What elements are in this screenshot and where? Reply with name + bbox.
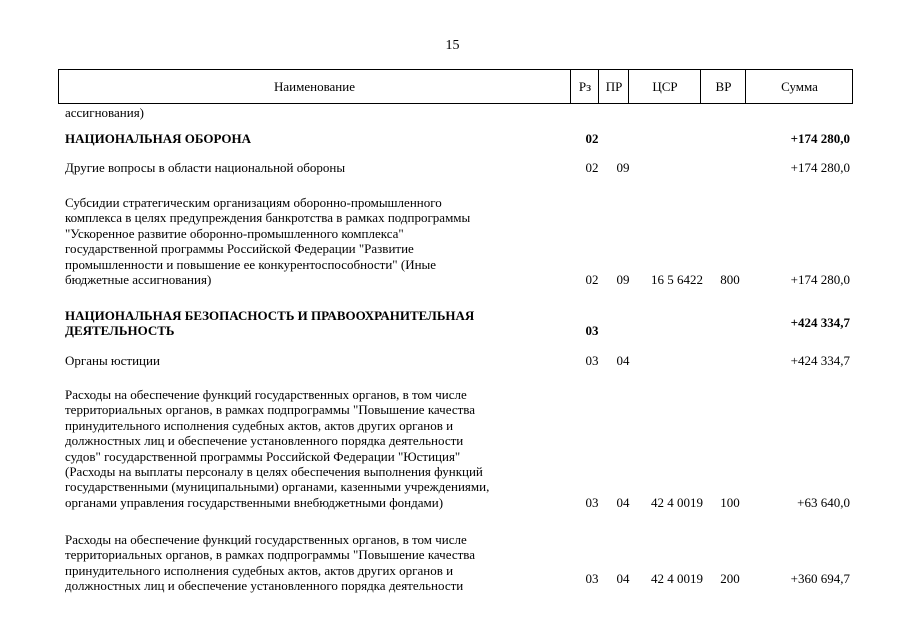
header-name: Наименование <box>274 78 355 94</box>
row-name <box>65 131 573 146</box>
row-name-line: территориальных органов, в рамках подпрограммы "Повышение качества <box>65 402 476 418</box>
row-rz: 03 <box>585 494 599 510</box>
row-name-line: Субсидии стратегическим организациям оборонно-промышленного <box>65 195 442 210</box>
row-sum: +174 280,0 <box>790 272 850 287</box>
row-pr: 09 <box>616 160 630 175</box>
row-name-line: органами управления государственными внебюджетными фондами) <box>65 494 444 510</box>
row-sum: +63 640,0 <box>797 494 850 510</box>
row-name-line: НАЦИОНАЛЬНАЯ БЕЗОПАСНОСТЬ И ПРАВООХРАНИТЕЛЬНАЯ <box>65 308 475 323</box>
row-name-line: территориальных органов, в рамках подпрограммы "Повышение качества <box>65 547 476 563</box>
row-name-line: должностных лиц и обеспечение установленного порядка деятельности <box>65 433 464 449</box>
row-csr: 42 4 0019 <box>651 494 703 510</box>
row-name <box>65 308 573 339</box>
row-vr: 200 <box>720 570 740 586</box>
row-name-line: должностных лиц и обеспечение установленного порядка деятельности <box>65 578 464 594</box>
row-name-line: (Расходы на выплаты персоналу в целях обеспечения выполнения функций <box>65 464 483 480</box>
row-name-line: Другие вопросы в области национальной обороны <box>65 160 346 175</box>
row-rz: 02 <box>585 131 599 146</box>
row-name-line: бюджетные ассигнования) <box>65 272 212 288</box>
row-csr: 16 5 6422 <box>651 272 703 287</box>
row-vr: 800 <box>720 272 740 287</box>
row-sum: +174 280,0 <box>790 160 850 175</box>
row-rz: 02 <box>585 160 599 175</box>
header-rz: Рз <box>570 70 599 103</box>
row-name-line: ДЕЯТЕЛЬНОСТЬ <box>65 323 175 339</box>
row-name-line: принудительного исполнения судебных актов, актов других органов и <box>65 562 454 578</box>
row-name <box>65 532 573 594</box>
row-name-line: принудительного исполнения судебных актов, актов других органов и <box>65 417 454 433</box>
row-pr: 04 <box>616 353 630 368</box>
row-name-line: государственной программы Российской Федерации "Развитие <box>65 241 414 257</box>
row-name-line: комплекса в целях предупреждения банкротства в рамках подпрограммы <box>65 210 471 226</box>
row-rz: 03 <box>585 323 599 339</box>
row-name-line: государственными (муниципальными) органами, казенными учреждениями, <box>65 479 490 495</box>
row-name-line: Расходы на обеспечение функций государственных органов, в том числе <box>65 532 467 547</box>
header-pr: ПР <box>598 70 629 103</box>
row-name <box>65 387 573 510</box>
row-name-line: судов" государственной программы Российской Федерации "Юстиция" <box>65 448 461 464</box>
row-name-line: промышленности и повышение ее конкурентоспособности" (Иные <box>65 256 437 272</box>
row-pr: 04 <box>616 494 630 510</box>
row-vr: 100 <box>720 494 740 510</box>
row-rz: 03 <box>585 353 599 368</box>
row-name-line: "Ускоренное развитие оборонно-промышленного комплекса" <box>65 225 404 241</box>
row-sum: +424 334,7 <box>790 315 850 331</box>
row-name <box>65 160 573 175</box>
header-vr: ВР <box>700 70 746 103</box>
page-number: 15 <box>445 38 460 53</box>
row-rz: 02 <box>585 272 599 287</box>
row-name <box>65 353 573 368</box>
row-sum: +174 280,0 <box>790 131 850 146</box>
row-sum: +360 694,7 <box>790 570 850 586</box>
row-sum: +424 334,7 <box>790 353 850 368</box>
row-pr: 04 <box>616 570 630 586</box>
row-name-line: Органы юстиции <box>65 353 160 368</box>
row-name-line: НАЦИОНАЛЬНАЯ ОБОРОНА <box>65 131 251 146</box>
row-name-line: Расходы на обеспечение функций государственных органов, в том числе <box>65 387 467 402</box>
row-rz: 03 <box>585 570 599 586</box>
header-sum: Сумма <box>745 70 853 103</box>
row-pr: 09 <box>616 272 630 287</box>
row-name <box>65 195 573 287</box>
table-header <box>58 69 853 104</box>
continuation-text: ассигнования) <box>65 105 145 120</box>
header-csr: ЦСР <box>628 70 701 103</box>
row-csr: 42 4 0019 <box>651 570 703 586</box>
